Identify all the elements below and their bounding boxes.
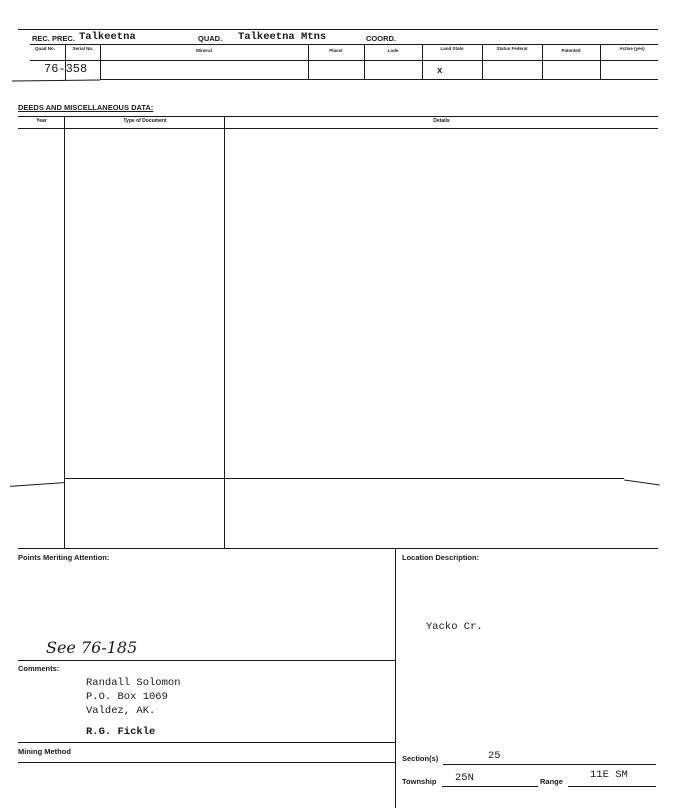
col-quad-no: Quad No. (35, 46, 55, 51)
divider-7 (542, 44, 543, 80)
deeds-divider-year (64, 116, 65, 548)
range-line (568, 786, 656, 787)
township-label: Township (402, 777, 437, 786)
coord-label: COORD. (366, 34, 396, 43)
deeds-col-details: Details (433, 118, 450, 124)
divider-8 (600, 44, 601, 80)
deeds-col-year: Year (36, 118, 47, 124)
mining-bottom-rule (18, 762, 395, 763)
rec-prec-value: Talkeetna (79, 31, 136, 43)
col-status-federal: Status Federal (496, 46, 528, 51)
points-label: Points Meriting Attention: (18, 553, 110, 562)
col-patented: Patented (561, 48, 581, 53)
deeds-head-rule (18, 128, 658, 129)
comments-bottom-rule (18, 742, 395, 743)
fold-mark-left (10, 482, 64, 487)
land-state-mark: x (437, 66, 443, 76)
col-serial-no: Serial No. (72, 46, 94, 51)
fold-mark-right (624, 479, 660, 485)
col-active: Active (yes) (619, 46, 645, 51)
col-lode: Lode (387, 48, 399, 53)
record-bottom-right (600, 79, 658, 80)
comment-line-2: P.O. Box 1069 (86, 691, 168, 703)
quad-label: QUAD. (198, 34, 223, 43)
section-label: Section(s) (402, 754, 439, 763)
record-bottom-left (12, 80, 100, 82)
comments-label: Comments: (18, 664, 60, 673)
divider-1 (65, 44, 66, 80)
deeds-divider-type (224, 116, 225, 548)
deeds-bottom-rule (18, 548, 658, 549)
comment-line-1: Randall Solomon (86, 677, 181, 689)
points-bottom-rule (18, 660, 395, 661)
points-handwritten: See 76-185 (46, 638, 138, 657)
comment-line-3: Valdez, AK. (86, 705, 156, 717)
location-label: Location Description: (402, 553, 480, 562)
range-label: Range (540, 777, 563, 786)
rec-prec-label: REC. PREC. (32, 34, 75, 43)
location-value: Yacko Cr. (426, 621, 483, 633)
divider-4 (364, 44, 365, 80)
deeds-col-type: Type of Document (123, 118, 167, 124)
top-rule (18, 29, 658, 30)
section-line (443, 764, 656, 765)
col-land-state: Land State (440, 46, 464, 51)
township-line (442, 786, 538, 787)
mining-method-label: Mining Method (18, 747, 71, 756)
quad-value: Talkeetna Mtns (238, 31, 327, 43)
divider-3 (308, 44, 309, 80)
township-value: 25N (455, 772, 474, 784)
quad-no-value: 76-358 (44, 62, 88, 76)
header-rule (30, 44, 658, 45)
deeds-top-rule (18, 116, 658, 117)
lower-center-divider (395, 548, 396, 808)
record-bottom-rule (100, 79, 600, 80)
col-placer: Placer (329, 48, 343, 53)
range-value: 11E SM (590, 769, 628, 781)
fold-mark-middle (64, 478, 624, 479)
deeds-title: DEEDS AND MISCELLANEOUS DATA: (18, 103, 154, 112)
col-head-rule (30, 60, 658, 61)
divider-5 (422, 44, 423, 80)
col-mineral: Mineral (196, 48, 212, 53)
divider-2 (100, 44, 101, 80)
section-value: 25 (488, 750, 501, 762)
divider-6 (482, 44, 483, 80)
comment-line-4: R.G. Fickle (86, 726, 156, 738)
